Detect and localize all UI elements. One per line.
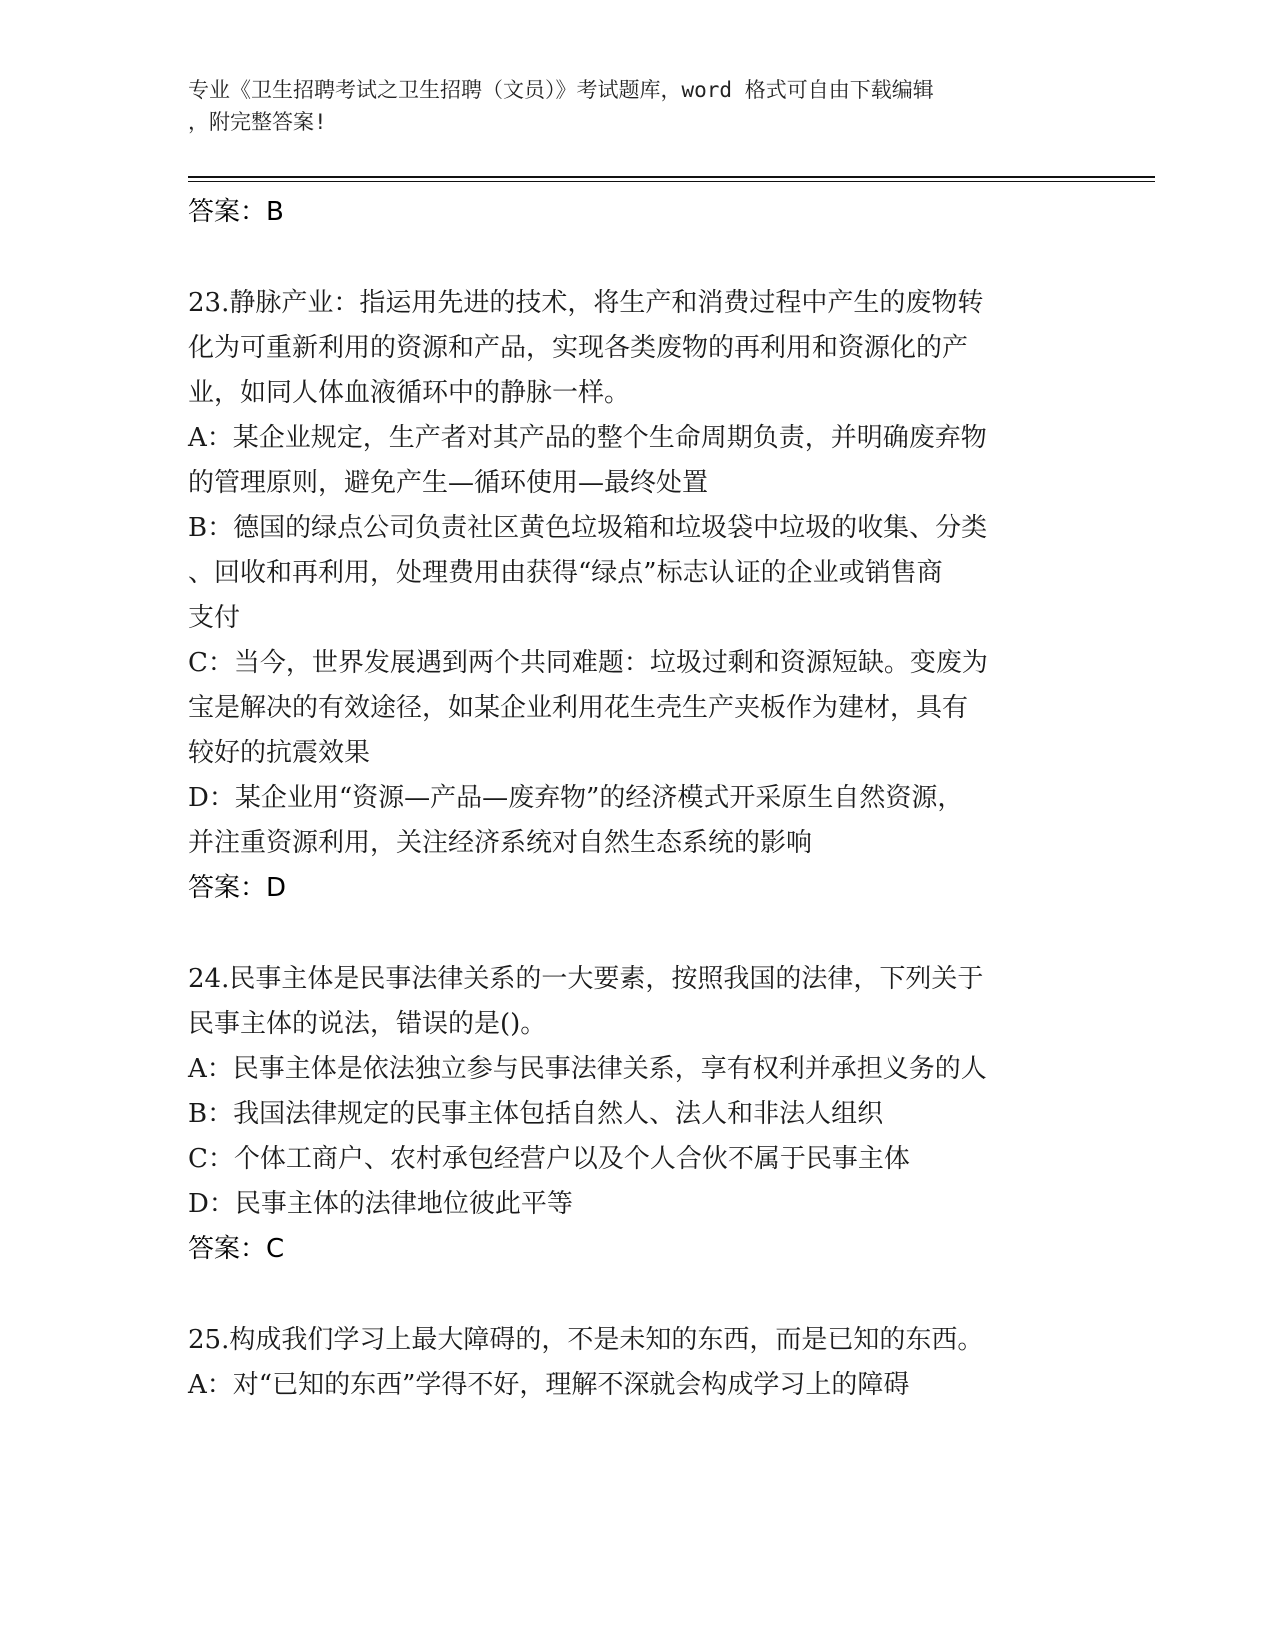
question-24-answer: 答案：C <box>188 1234 285 1264</box>
question-24-option-d: D：民事主体的法律地位彼此平等 <box>188 1189 573 1219</box>
header-rule-thick <box>188 176 1155 178</box>
header-line-1: 专业《卫生招聘考试之卫生招聘（文员）》考试题库，word 格式可自由下载编辑 <box>188 78 934 102</box>
question-23-option-d: 并注重资源利用，关注经济系统对自然生态系统的影响 <box>188 828 813 858</box>
question-23-stem-line: 23.静脉产业：指运用先进的技术，将生产和消费过程中产生的废物转 <box>188 288 984 318</box>
question-24-stem-line: 24.民事主体是民事法律关系的一大要素，按照我国的法律，下列关于 <box>188 964 984 994</box>
question-23-option-c: C：当今，世界发展遇到两个共同难题：垃圾过剩和资源短缺。变废为 <box>188 648 988 678</box>
question-24 <box>188 957 1088 1271</box>
header-rule-thin <box>188 181 1155 182</box>
question-23-stem-line: 业，如同人体血液循环中的静脉一样。 <box>188 378 631 408</box>
question-24-option-b: B：我国法律规定的民事主体包括自然人、法人和非法人组织 <box>188 1099 884 1129</box>
question-23-stem-line: 化为可重新利用的资源和产品，实现各类废物的再利用和资源化的产 <box>188 333 969 363</box>
question-23-option-c: 较好的抗震效果 <box>188 738 371 768</box>
question-25-option-a: A：对“已知的东西”学得不好，理解不深就会构成学习上的障碍 <box>188 1370 910 1400</box>
document-header <box>188 74 1068 138</box>
question-24-stem-line: 民事主体的说法，错误的是()。 <box>188 1009 547 1039</box>
question-23-answer: 答案：D <box>188 873 287 903</box>
question-23-option-a: A：某企业规定，生产者对其产品的整个生命周期负责，并明确废弃物 <box>188 423 987 453</box>
question-25-stem: 25.构成我们学习上最大障碍的，不是未知的东西，而是已知的东西。 <box>188 1325 984 1355</box>
question-24-option-a: A：民事主体是依法独立参与民事法律关系，享有权利并承担义务的人 <box>188 1054 987 1084</box>
question-23-option-b: 支付 <box>188 603 241 633</box>
question-23 <box>188 281 1088 910</box>
question-25 <box>188 1318 1088 1408</box>
header-line-2: ，附完整答案! <box>188 110 327 134</box>
question-24-option-c: C：个体工商户、农村承包经营户以及个人合伙不属于民事主体 <box>188 1144 910 1174</box>
answer-previous: 答案：B <box>188 197 284 227</box>
question-23-option-a: 的管理原则，避免产生—循环使用—最终处置 <box>188 468 709 498</box>
question-23-option-c: 宝是解决的有效途径，如某企业利用花生壳生产夹板作为建材，具有 <box>188 693 969 723</box>
question-23-option-b: 、回收和再利用，处理费用由获得“绿点”标志认证的企业或销售商 <box>188 558 943 588</box>
question-23-option-d: D：某企业用“资源—产品—废弃物”的经济模式开采原生自然资源， <box>188 783 964 813</box>
question-23-option-b: B：德国的绿点公司负责社区黄色垃圾箱和垃圾袋中垃圾的收集、分类 <box>188 513 988 543</box>
question-content <box>188 190 1088 1408</box>
